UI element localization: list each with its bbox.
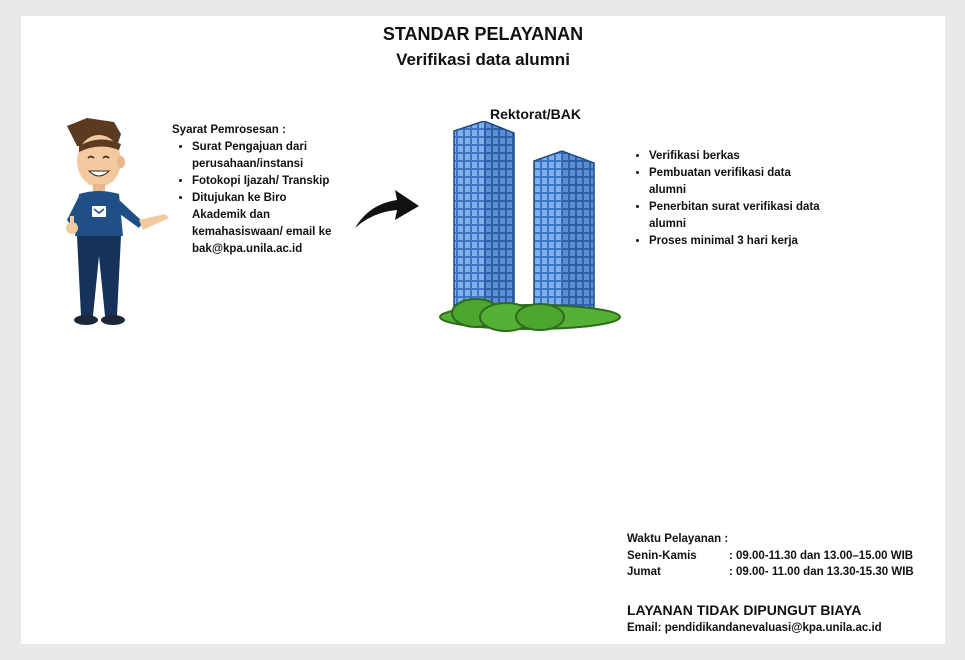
service-day: Senin-Kamis — [627, 549, 697, 562]
person-illustration — [59, 116, 174, 331]
list-item: • Pembuatan verifikasi data alumni — [649, 165, 827, 199]
free-service-notice: LAYANAN TIDAK DIPUNGUT BIAYA — [627, 602, 862, 618]
list-item: • Proses minimal 3 hari kerja — [649, 233, 827, 250]
office-building-illustration — [436, 121, 624, 333]
requirements-block — [172, 122, 342, 258]
requirements-list — [172, 139, 342, 258]
process-steps-block — [627, 148, 827, 250]
service-hours-heading: Waktu Pelayanan : — [627, 533, 729, 545]
list-item: • Penerbitan surat verifikasi data alumni — [649, 199, 827, 233]
page-subtitle: Verifikasi data alumni — [396, 50, 570, 69]
page-title: STANDAR PELAYANAN — [382, 24, 584, 44]
service-hours-row — [627, 548, 914, 565]
service-hours-block — [627, 531, 914, 581]
document-page — [21, 16, 945, 644]
office-label: Rektorat/BAK — [490, 106, 582, 122]
list-item: • Ditujukan ke Biro Akademik dan kemahasiswaan/ email ke bak@kpa.unila.ac.id — [192, 190, 342, 258]
curved-arrow-icon — [351, 186, 423, 234]
list-item: • Fotokopi Ijazah/ Transkip — [192, 173, 342, 190]
process-steps-list — [627, 148, 827, 250]
list-item: • Verifikasi berkas — [649, 148, 827, 165]
contact-email: Email: pendidikandanevaluasi@kpa.unila.ac.id — [627, 622, 882, 634]
requirements-heading: Syarat Pemrosesan : — [172, 124, 286, 136]
service-day: Jumat — [627, 566, 661, 578]
service-hours-row — [627, 564, 914, 581]
list-item: • Surat Pengajuan dari perusahaan/instansi — [192, 139, 342, 173]
service-time: : 09.00-11.30 dan 13.00–15.00 WIB — [729, 549, 914, 562]
service-time: : 09.00- 11.00 dan 13.30-15.30 WIB — [729, 566, 914, 578]
